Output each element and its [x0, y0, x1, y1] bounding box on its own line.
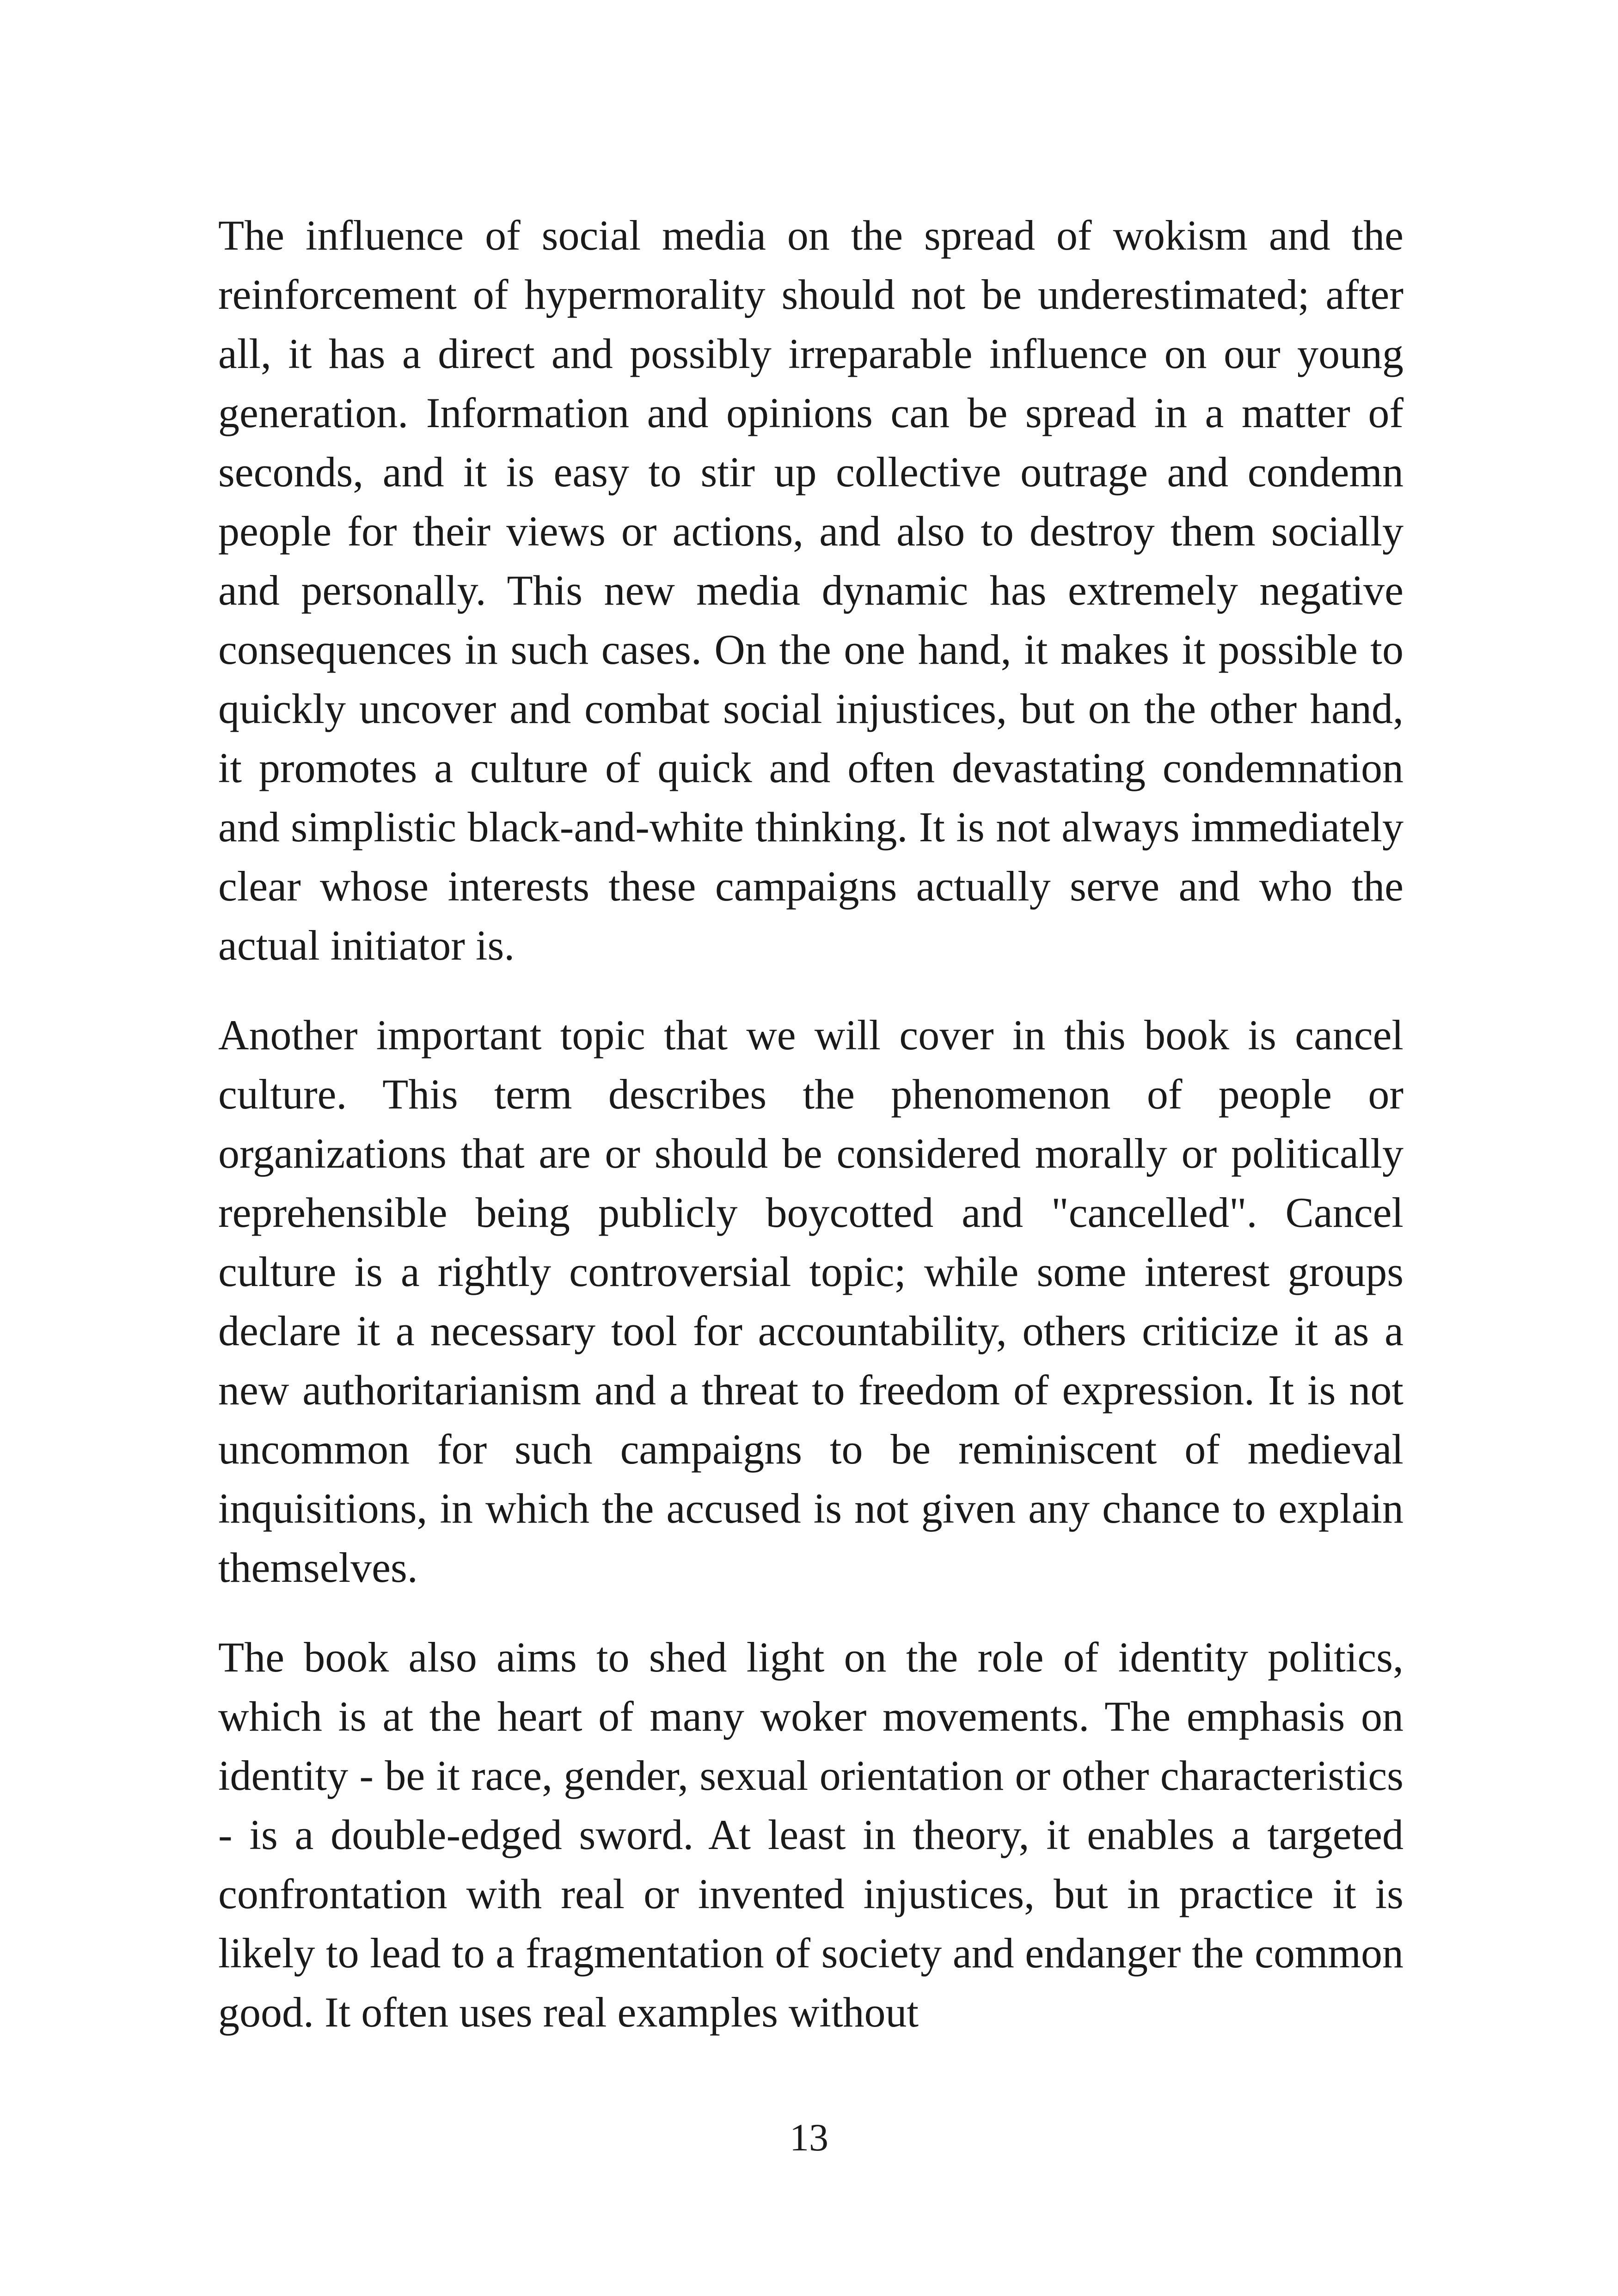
body-text: [218, 206, 1403, 2042]
paragraph-cancel-culture: Another important topic that we will cover in this book is cancel culture. This term describes the phenomenon of people or organizations that are or should be considered morally or politically reprehensible being publicly boycotted and "cancelled". Cancel culture is a rightly controversial topic; while some interest groups declare it a necessary tool for accountability, others criticize it as a new authoritarianism and a threat to freedom of expression. It is not uncommon for such campaigns to be reminiscent of medieval inquisitions, in which the accused is not given any chance to explain themselves.: [218, 1011, 1403, 1591]
paragraph-identity-politics: The book also aims to shed light on the role of identity politics, which is at the heart of many woker movements. The emphasis on identity - be it race, gender, sexual orientation or other characteristics - is a double-edged sword. At least in theory, it enables a targeted confrontation with real or invented injustices, but in practice it is likely to lead to a fragmentation of society and endanger the common good. It often uses real examples without: [218, 1634, 1403, 2036]
page-number: 13: [790, 2116, 828, 2159]
paragraph-social-media: The influence of social media on the spread of wokism and the reinforcement of hypermorality should not be underestimated; after all, it has a direct and possibly irreparable influence on our young generation. Information and opinions can be spread in a matter of seconds, and it is easy to stir up collective outrage and condemn people for their views or actions, and also to destroy them socially and personally. This new media dynamic has extremely negative consequences in such cases. On the one hand, it makes it possible to quickly uncover and combat social injustices, but on the other hand, it promotes a culture of quick and often devastating condemnation and simplistic black-and-white thinking. It is not always immediately clear whose interests these campaigns actually serve and who the actual initiator is.: [218, 212, 1403, 969]
